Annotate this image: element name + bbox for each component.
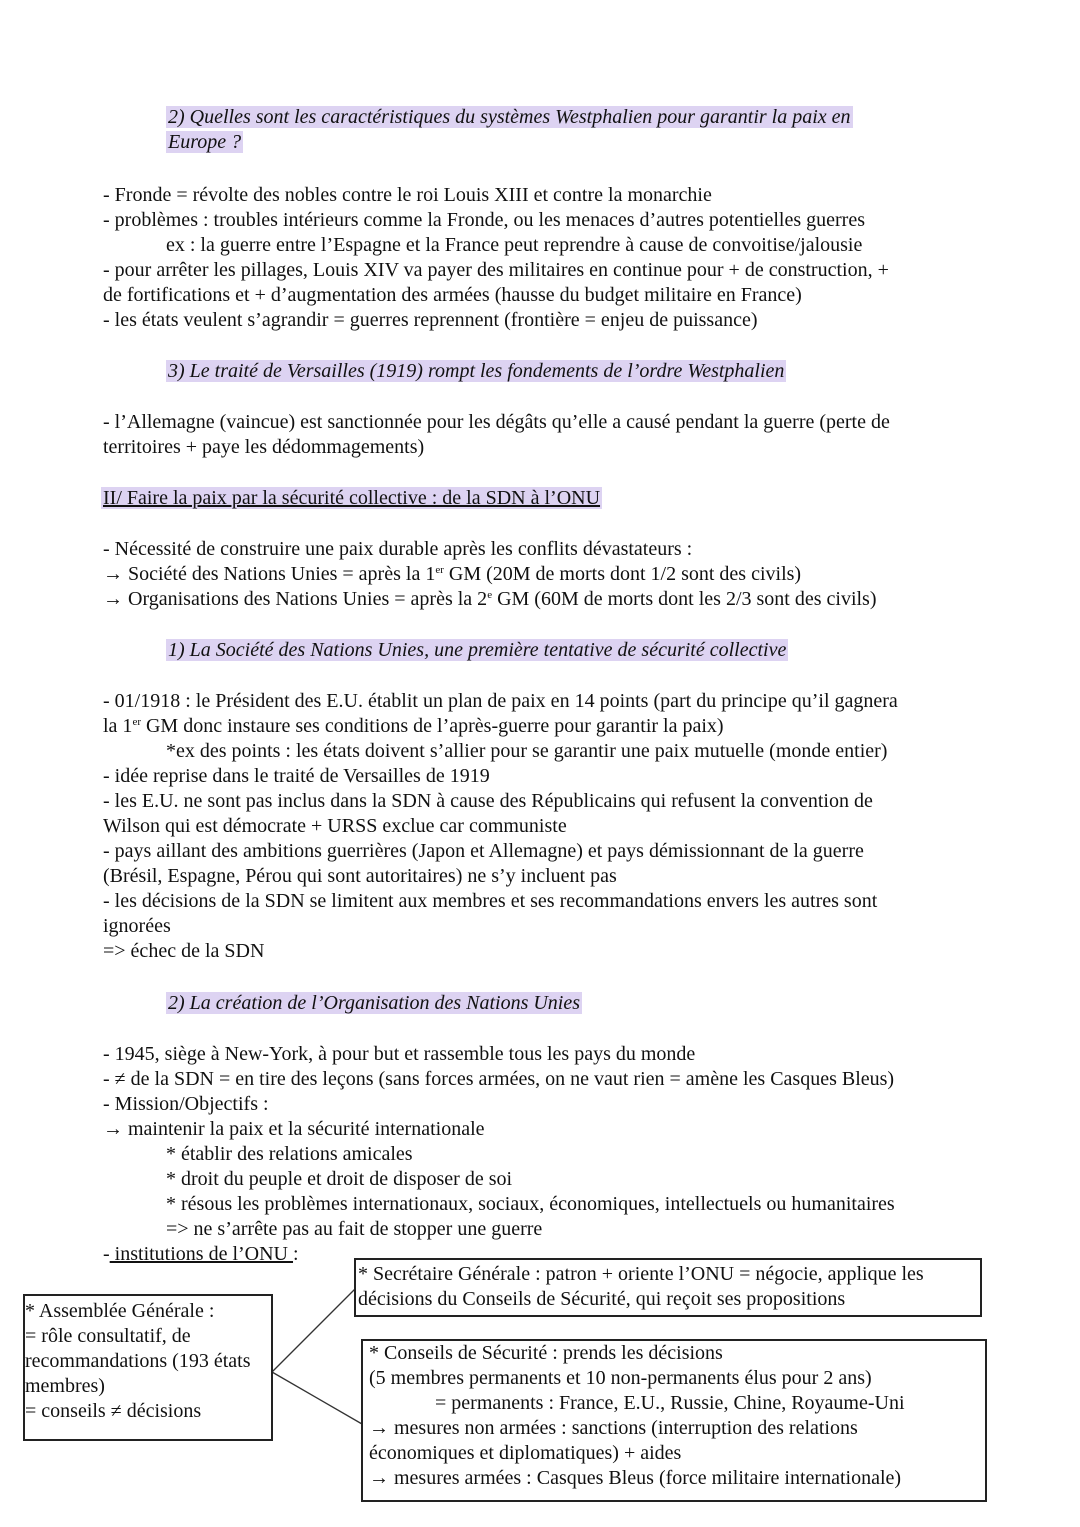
box-line: = permanents : France, E.U., Russie, Chine, Royaume-Uni bbox=[435, 1392, 905, 1414]
box-line: → mesures non armées : sanctions (interruption des relations bbox=[369, 1417, 858, 1439]
paragraph-line: - les E.U. ne sont pas inclus dans la SDN à cause des Républicains qui refusent la convention de bbox=[103, 790, 873, 812]
box-line: (5 membres permanents et 10 non-permanents élus pour 2 ans) bbox=[369, 1367, 872, 1389]
paragraph-line: - 01/1918 : le Président des E.U. établit un plan de paix en 14 points (part du principe qu’il gagnera bbox=[103, 690, 898, 712]
paragraph-line: de fortifications et + d’augmentation des armées (hausse du budget militaire en France) bbox=[103, 284, 802, 306]
box-line: * Assemblée Générale : bbox=[25, 1300, 215, 1322]
box-assemblee-generale bbox=[23, 1294, 273, 1441]
box-conseils-securite bbox=[361, 1339, 987, 1502]
paragraph-line: - idée reprise dans le traité de Versailles de 1919 bbox=[103, 765, 490, 787]
paragraph-line: → Société des Nations Unies = après la 1er GM (20M de morts dont 1/2 sont des civils) bbox=[103, 563, 802, 585]
institutions-label: - institutions de l’ONU : bbox=[103, 1243, 299, 1265]
part-title: II/ Faire la paix par la sécurité collective : de la SDN à l’ONU bbox=[103, 487, 601, 509]
paragraph-line: - ≠ de la SDN = en tire des leçons (sans forces armées, on ne vaut rien = amène les Casques Bleus) bbox=[103, 1068, 895, 1090]
paragraph-line: * résous les problèmes internationaux, sociaux, économiques, intellectuels ou humanitaires bbox=[166, 1193, 895, 1215]
paragraph-line: → Organisations des Nations Unies = après la 2e GM (60M de morts dont les 2/3 sont des civils) bbox=[103, 588, 877, 610]
heading-sdn: 1) La Société des Nations Unies, une première tentative de sécurité collective bbox=[168, 639, 787, 661]
box-line: recommandations (193 états bbox=[25, 1350, 251, 1372]
paragraph-line: * établir des relations amicales bbox=[166, 1143, 413, 1165]
paragraph-line: - Nécessité de construire une paix durable après les conflits dévastateurs : bbox=[103, 538, 693, 560]
box-secretaire-generale bbox=[354, 1258, 982, 1317]
box-line: → mesures armées : Casques Bleus (force militaire internationale) bbox=[369, 1467, 902, 1489]
connector-line-secretariat bbox=[272, 1288, 356, 1372]
paragraph-line: - problèmes : troubles intérieurs comme la Fronde, ou les menaces d’autres potentielles guerres bbox=[103, 209, 865, 231]
heading-versailles: 3) Le traité de Versailles (1919) rompt les fondements de l’ordre Westphalien bbox=[168, 360, 785, 382]
connector-line-security-council bbox=[272, 1372, 362, 1424]
paragraph-line: => échec de la SDN bbox=[103, 940, 265, 962]
box-line: * Conseils de Sécurité : prends les décisions bbox=[369, 1342, 723, 1364]
paragraph-line: - pour arrêter les pillages, Louis XIV va payer des militaires en continue pour + de construction, + bbox=[103, 259, 889, 281]
paragraph-line: (Brésil, Espagne, Pérou qui sont autoritaires) ne s’y incluent pas bbox=[103, 865, 617, 887]
paragraph-line: la 1er GM donc instaure ses conditions de l’après-guerre pour garantir la paix) bbox=[103, 715, 724, 737]
paragraph-line: * droit du peuple et droit de disposer de soi bbox=[166, 1168, 513, 1190]
box-line: * Secrétaire Générale : patron + oriente l’ONU = négocie, applique les bbox=[358, 1263, 924, 1285]
paragraph-line: - 1945, siège à New-York, à pour but et rassemble tous les pays du monde bbox=[103, 1043, 696, 1065]
paragraph-line: - les états veulent s’agrandir = guerres reprennent (frontière = enjeu de puissance) bbox=[103, 309, 758, 331]
paragraph-line: => ne s’arrête pas au fait de stopper une guerre bbox=[166, 1218, 543, 1240]
paragraph-line: - Mission/Objectifs : bbox=[103, 1093, 269, 1115]
paragraph-line: - pays aillant des ambitions guerrières (Japon et Allemagne) et pays démissionnant de la guerre bbox=[103, 840, 864, 862]
paragraph-line: - les décisions de la SDN se limitent aux membres et ses recommandations envers les autres sont bbox=[103, 890, 878, 912]
box-line: économiques et diplomatiques) + aides bbox=[369, 1442, 682, 1464]
box-line: = rôle consultatif, de bbox=[25, 1325, 191, 1347]
paragraph-line: territoires + paye les dédommagements) bbox=[103, 436, 425, 458]
paragraph-line: - Fronde = révolte des nobles contre le roi Louis XIII et contre la monarchie bbox=[103, 184, 712, 206]
heading-westphalien: 2) Quelles sont les caractéristiques du systèmes Westphalien pour garantir la paix en Europe ? bbox=[168, 106, 851, 153]
paragraph-line: *ex des points : les états doivent s’allier pour se garantir une paix mutuelle (monde entier) bbox=[166, 740, 888, 762]
paragraph-line: - l’Allemagne (vaincue) est sanctionnée pour les dégâts qu’elle a causé pendant la guerre (perte de bbox=[103, 411, 890, 433]
paragraph-line: Wilson qui est démocrate + URSS exclue car communiste bbox=[103, 815, 567, 837]
heading-onu: 2) La création de l’Organisation des Nations Unies bbox=[168, 992, 581, 1014]
box-line: membres) bbox=[25, 1375, 105, 1397]
paragraph-line: ignorées bbox=[103, 915, 171, 937]
paragraph-line: ex : la guerre entre l’Espagne et la France peut reprendre à cause de convoitise/jalousie bbox=[166, 234, 863, 256]
paragraph-line: → maintenir la paix et la sécurité internationale bbox=[103, 1118, 485, 1140]
box-line: décisions du Conseils de Sécurité, qui reçoit ses propositions bbox=[358, 1288, 846, 1310]
box-line: = conseils ≠ décisions bbox=[25, 1400, 202, 1422]
